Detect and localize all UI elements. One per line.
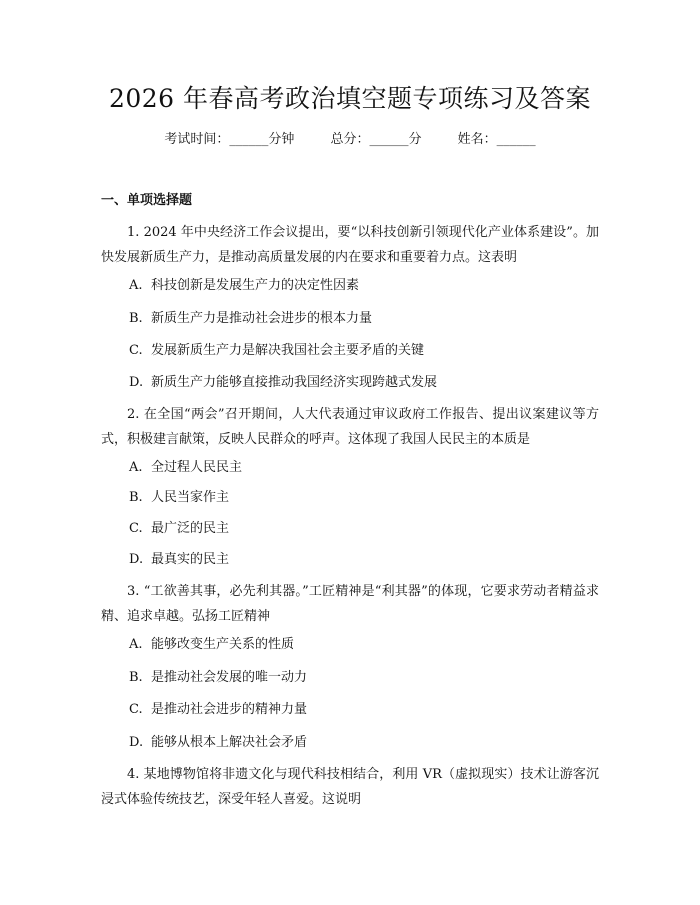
option-text: 最广泛的民主 [151, 521, 230, 536]
question-3-option-d [129, 733, 307, 753]
option-text: 能够改变生产关系的性质 [151, 637, 295, 652]
option-text: 新质生产力能够直接推动我国经济实现跨越式发展 [151, 375, 438, 390]
option-label: B. [129, 670, 143, 685]
student-name: 姓名：______ [457, 132, 536, 147]
option-label: B. [129, 490, 143, 505]
option-label: D. [129, 375, 144, 390]
option-label: B. [129, 311, 143, 326]
question-3-option-a [129, 635, 294, 655]
option-label: D. [129, 735, 144, 750]
option-text: 发展新质生产力是解决我国社会主要矛盾的关键 [151, 343, 425, 358]
question-1-option-a [129, 276, 359, 296]
option-label: A. [129, 637, 143, 652]
option-label: A. [129, 278, 143, 293]
question-1-option-b [129, 309, 372, 329]
option-text: 人民当家作主 [151, 490, 230, 505]
option-text: 是推动社会发展的唯一动力 [151, 670, 308, 685]
question-2-option-a [129, 458, 242, 478]
option-text: 全过程人民民主 [151, 460, 243, 475]
question-2-option-c [129, 519, 229, 539]
question-4-stem: 4. 某地博物馆将非遗文化与现代科技相结合，利用 VR（虚拟现实）技术让游客沉浸式体验传统技艺，深受年轻人喜爱。这说明 [101, 767, 599, 807]
question-3-stem: 3. “工欲善其事，必先利其器。”工匠精神是“利其器”的体现，它要求劳动者精益求精、追求卓越。弘扬工匠精神 [101, 584, 599, 624]
page-title: 2026 年春高考政治填空题专项练习及答案 [108, 84, 592, 113]
question-1-option-c [129, 341, 424, 361]
exam-meta [0, 130, 700, 150]
section-heading: 一、单项选择题 [101, 193, 193, 208]
option-text: 是推动社会进步的精神力量 [151, 702, 308, 717]
question-3-option-b [129, 668, 307, 688]
exam-time: 考试时间：______分钟 [164, 132, 295, 147]
question-2-option-d [129, 550, 229, 570]
option-text: 科技创新是发展生产力的决定性因素 [151, 278, 360, 293]
option-label: A. [129, 460, 143, 475]
option-text: 能够从根本上解决社会矛盾 [151, 735, 308, 750]
question-2-stem: 2. 在全国“两会”召开期间，人大代表通过审议政府工作报告、提出议案建议等方式，积极建言献策，反映人民群众的呼声。这体现了我国人民民主的本质是 [101, 407, 600, 447]
question-3-option-c [129, 700, 307, 720]
option-text: 新质生产力是推动社会进步的根本力量 [151, 311, 373, 326]
question-2-option-b [129, 488, 229, 508]
option-label: C. [129, 343, 143, 358]
question-1-option-d [129, 373, 437, 393]
option-label: C. [129, 521, 143, 536]
option-label: D. [129, 552, 144, 567]
option-text: 最真实的民主 [151, 552, 230, 567]
option-label: C. [129, 702, 143, 717]
exam-score: 总分：______分 [330, 132, 422, 147]
question-1-stem: 1. 2024 年中央经济工作会议提出，要“以科技创新引领现代化产业体系建设”。加快发展新质生产力，是推动高质量发展的内在要求和重要着力点。这表明 [101, 225, 599, 265]
